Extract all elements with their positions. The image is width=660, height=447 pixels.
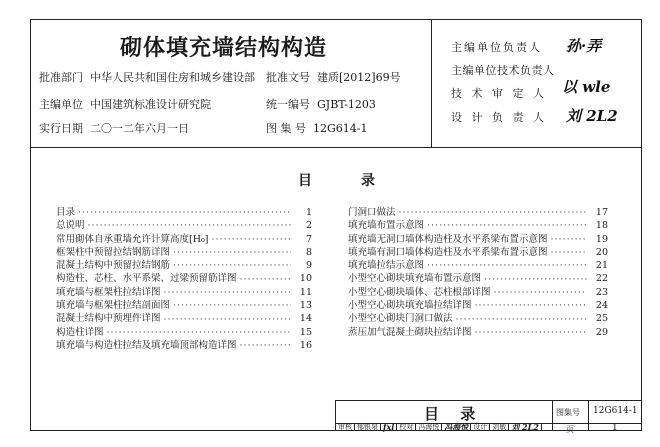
toc-right-column bbox=[348, 206, 608, 339]
toc-entry-title: 填充墙布置示意图 bbox=[348, 220, 425, 232]
toc-entry-title: 总说明 bbox=[56, 220, 85, 232]
atlas-no-label: 图 集 号 bbox=[266, 122, 306, 135]
responsible-chief-unit-label: 主编单位负责人 bbox=[451, 41, 542, 54]
toc-entry-page: 15 bbox=[299, 326, 312, 338]
designer-name: 刘敏 bbox=[490, 424, 509, 431]
toc-entry[interactable] bbox=[348, 312, 608, 325]
toc-entry-page: 2 bbox=[305, 220, 312, 232]
toc-entry[interactable] bbox=[56, 312, 312, 325]
unified-no-label: 统一编号 bbox=[266, 98, 310, 111]
approval-doc bbox=[266, 69, 401, 85]
toc-leader-dots bbox=[475, 299, 587, 312]
toc-entry-title: 填充墙与构造柱拉结及填充墙顶部构造详图 bbox=[56, 339, 237, 351]
toc-entry[interactable] bbox=[348, 299, 608, 312]
toc-entry-page: 16 bbox=[299, 339, 312, 351]
toc-entry[interactable] bbox=[348, 206, 608, 219]
toc-leader-dots bbox=[240, 273, 291, 286]
toc-entry-page: 9 bbox=[305, 260, 312, 272]
toc-entry-title: 填充墙无洞口墙体构造柱及水平系梁布置示意图 bbox=[348, 233, 548, 245]
toc-entry-title: 门洞口做法 bbox=[348, 207, 396, 218]
toc-entry-page: 10 bbox=[299, 273, 312, 285]
toc-entry-title: 蒸压加气混凝土砌块拉结详图 bbox=[348, 326, 472, 338]
toc-leader-dots bbox=[475, 326, 587, 339]
checker-name: 冯海悦 bbox=[416, 424, 442, 431]
toc-entry-title: 小型空心砌块门洞口做法 bbox=[348, 313, 453, 325]
toc-leader-dots bbox=[212, 233, 291, 246]
toc-entry-title: 混凝土结构中预埋件详图 bbox=[56, 313, 161, 325]
toc-entry-title: 目录 bbox=[56, 207, 76, 218]
impl-date-label: 实行日期 bbox=[39, 122, 83, 135]
toc-entry-page: 7 bbox=[305, 233, 312, 245]
toc-entry-page: 23 bbox=[595, 286, 608, 298]
title-block-signoff-row bbox=[336, 424, 542, 431]
document-title: 砌体填充墙结构构造 bbox=[120, 35, 328, 61]
toc-entry-title: 填充墙与框架柱拉结详图 bbox=[56, 286, 161, 298]
atlas-no-value: 12G614-1 bbox=[313, 122, 368, 135]
toc-entry[interactable] bbox=[56, 286, 312, 299]
toc-entry[interactable] bbox=[348, 286, 608, 299]
toc-entry-page: 22 bbox=[595, 273, 608, 285]
toc-entry-title: 构造柱、芯柱、水平系梁、过梁预留筋详图 bbox=[56, 273, 237, 285]
toc-leader-dots bbox=[164, 286, 291, 299]
review-label: 审核 bbox=[336, 424, 355, 431]
reviewer-signature: fxl bbox=[381, 424, 397, 431]
toc-entry-page: 25 bbox=[595, 313, 608, 325]
toc-entry-page: 29 bbox=[595, 326, 608, 338]
toc-leader-dots bbox=[427, 259, 587, 272]
title-block-atlas-label: 图集号 bbox=[556, 408, 580, 417]
toc-leader-dots bbox=[456, 313, 587, 326]
approval-doc-label: 批准文号 bbox=[266, 71, 310, 84]
toc-leader-dots bbox=[551, 233, 587, 246]
toc-entry[interactable] bbox=[56, 299, 312, 312]
toc-entry-title: 填充墙拉结示意图 bbox=[348, 260, 425, 272]
toc-leader-dots bbox=[107, 326, 291, 339]
toc-entry-title: 填充墙与框架柱拉结剖面图 bbox=[56, 300, 171, 312]
toc-entry-page: 8 bbox=[305, 246, 312, 258]
designer-signature: 刘 2L2 bbox=[509, 424, 542, 431]
toc-entry-title: 填充墙有洞口墙体构造柱及水平系梁布置示意图 bbox=[348, 246, 548, 258]
impl-date-value: 二〇一二年六月一日 bbox=[90, 122, 189, 135]
toc-entry-title: 框架柱中预留拉结钢筋详图 bbox=[56, 246, 171, 258]
toc-entry[interactable] bbox=[348, 246, 608, 259]
responsible-design-lead-label: 设 计 负 责 人 bbox=[451, 111, 547, 124]
approval-dept-label: 批准部门 bbox=[39, 71, 83, 84]
toc-entry-page: 17 bbox=[595, 207, 608, 218]
chief-unit-value: 中国建筑标准设计研究院 bbox=[90, 98, 211, 111]
approval-doc-value: 建质[2012]69号 bbox=[317, 71, 401, 84]
signature-reviewer: 以 wle bbox=[562, 78, 611, 96]
toc-leader-dots bbox=[494, 286, 587, 299]
approval-dept-value: 中华人民共和国住房和城乡建设部 bbox=[90, 71, 255, 84]
toc-leader-dots bbox=[484, 273, 587, 286]
toc-heading-left: 目 bbox=[298, 173, 312, 189]
atlas-no bbox=[266, 120, 368, 136]
toc-entry[interactable] bbox=[56, 233, 312, 246]
toc-entry-page: 24 bbox=[595, 300, 608, 312]
toc-leader-dots bbox=[173, 259, 291, 272]
toc-leader-dots bbox=[88, 219, 291, 232]
toc-entry-title: 混凝土结构中预留拉结钢筋 bbox=[56, 260, 171, 272]
toc-entry-title: 小型空心砌块填充墙拉结详图 bbox=[348, 300, 472, 312]
unified-no bbox=[266, 96, 376, 112]
toc-leader-dots bbox=[551, 246, 587, 259]
toc-entry[interactable] bbox=[56, 272, 312, 285]
signature-design-lead: 刘 2L2 bbox=[566, 107, 618, 125]
header-divider bbox=[30, 147, 642, 148]
checker-signature: 冯海悦 bbox=[442, 424, 471, 431]
title-block-page-label: 页 bbox=[566, 425, 574, 434]
toc-entry[interactable] bbox=[56, 259, 312, 272]
responsible-tech-lead-label: 主编单位技术负责人 bbox=[451, 64, 555, 77]
toc-entry-page: 20 bbox=[595, 246, 608, 258]
title-block-page-value: 1 bbox=[612, 423, 618, 433]
unified-no-value: GJBT-1203 bbox=[317, 98, 376, 111]
chief-unit bbox=[39, 96, 211, 112]
impl-date bbox=[39, 120, 189, 136]
toc-entry[interactable] bbox=[348, 326, 608, 339]
toc-entry[interactable] bbox=[56, 219, 312, 232]
approval-dept bbox=[39, 69, 255, 85]
toc-entry[interactable] bbox=[56, 206, 312, 219]
toc-entry-page: 18 bbox=[595, 220, 608, 232]
toc-leader-dots bbox=[427, 219, 587, 232]
title-block-divider-1 bbox=[552, 400, 553, 431]
design-label: 设计 bbox=[471, 424, 490, 431]
toc-entry-page: 13 bbox=[299, 300, 312, 312]
toc-entry-page: 1 bbox=[305, 207, 312, 218]
toc-entry-page: 21 bbox=[595, 260, 608, 272]
toc-entry[interactable] bbox=[56, 326, 312, 339]
toc-entry-title: 小型空心砌块墙体、芯柱根部详图 bbox=[348, 286, 491, 298]
toc-entry[interactable] bbox=[348, 259, 608, 272]
chief-unit-label: 主编单位 bbox=[39, 98, 83, 111]
toc-entry[interactable] bbox=[56, 246, 312, 259]
toc-leader-dots bbox=[399, 206, 587, 219]
title-block-heading: 目 录 bbox=[424, 405, 484, 423]
toc-entry-title: 构造柱详图 bbox=[56, 326, 104, 338]
toc-entry-title: 小型空心砌块填充墙布置示意图 bbox=[348, 273, 482, 285]
toc-entry[interactable] bbox=[56, 339, 312, 352]
responsible-reviewer-label: 技 术 审 定 人 bbox=[451, 87, 547, 100]
toc-entry-page: 14 bbox=[299, 313, 312, 325]
header-vertical-divider bbox=[431, 19, 432, 147]
toc-entry-title: 常用砌体自承重墙允许计算高度[H₀] bbox=[56, 233, 209, 245]
toc-leader-dots bbox=[173, 246, 291, 259]
toc-entry[interactable] bbox=[348, 272, 608, 285]
reviewer-name: 郁银泉 bbox=[355, 424, 381, 431]
toc-heading-right: 录 bbox=[361, 173, 375, 189]
toc-entry[interactable] bbox=[348, 233, 608, 246]
toc-left-column bbox=[56, 206, 312, 352]
check-label: 校对 bbox=[397, 424, 416, 431]
toc-leader-dots bbox=[164, 313, 291, 326]
toc-leader-dots bbox=[78, 206, 291, 219]
title-block-atlas-value: 12G614-1 bbox=[593, 406, 638, 416]
toc-leader-dots bbox=[240, 339, 291, 352]
toc-leader-dots bbox=[173, 299, 291, 312]
toc-entry-page: 11 bbox=[299, 286, 312, 298]
toc-entry-page: 19 bbox=[595, 233, 608, 245]
signature-chief-unit: 孙·弄 bbox=[566, 37, 602, 55]
toc-entry[interactable] bbox=[348, 219, 608, 232]
title-block-divider-2 bbox=[588, 400, 589, 431]
